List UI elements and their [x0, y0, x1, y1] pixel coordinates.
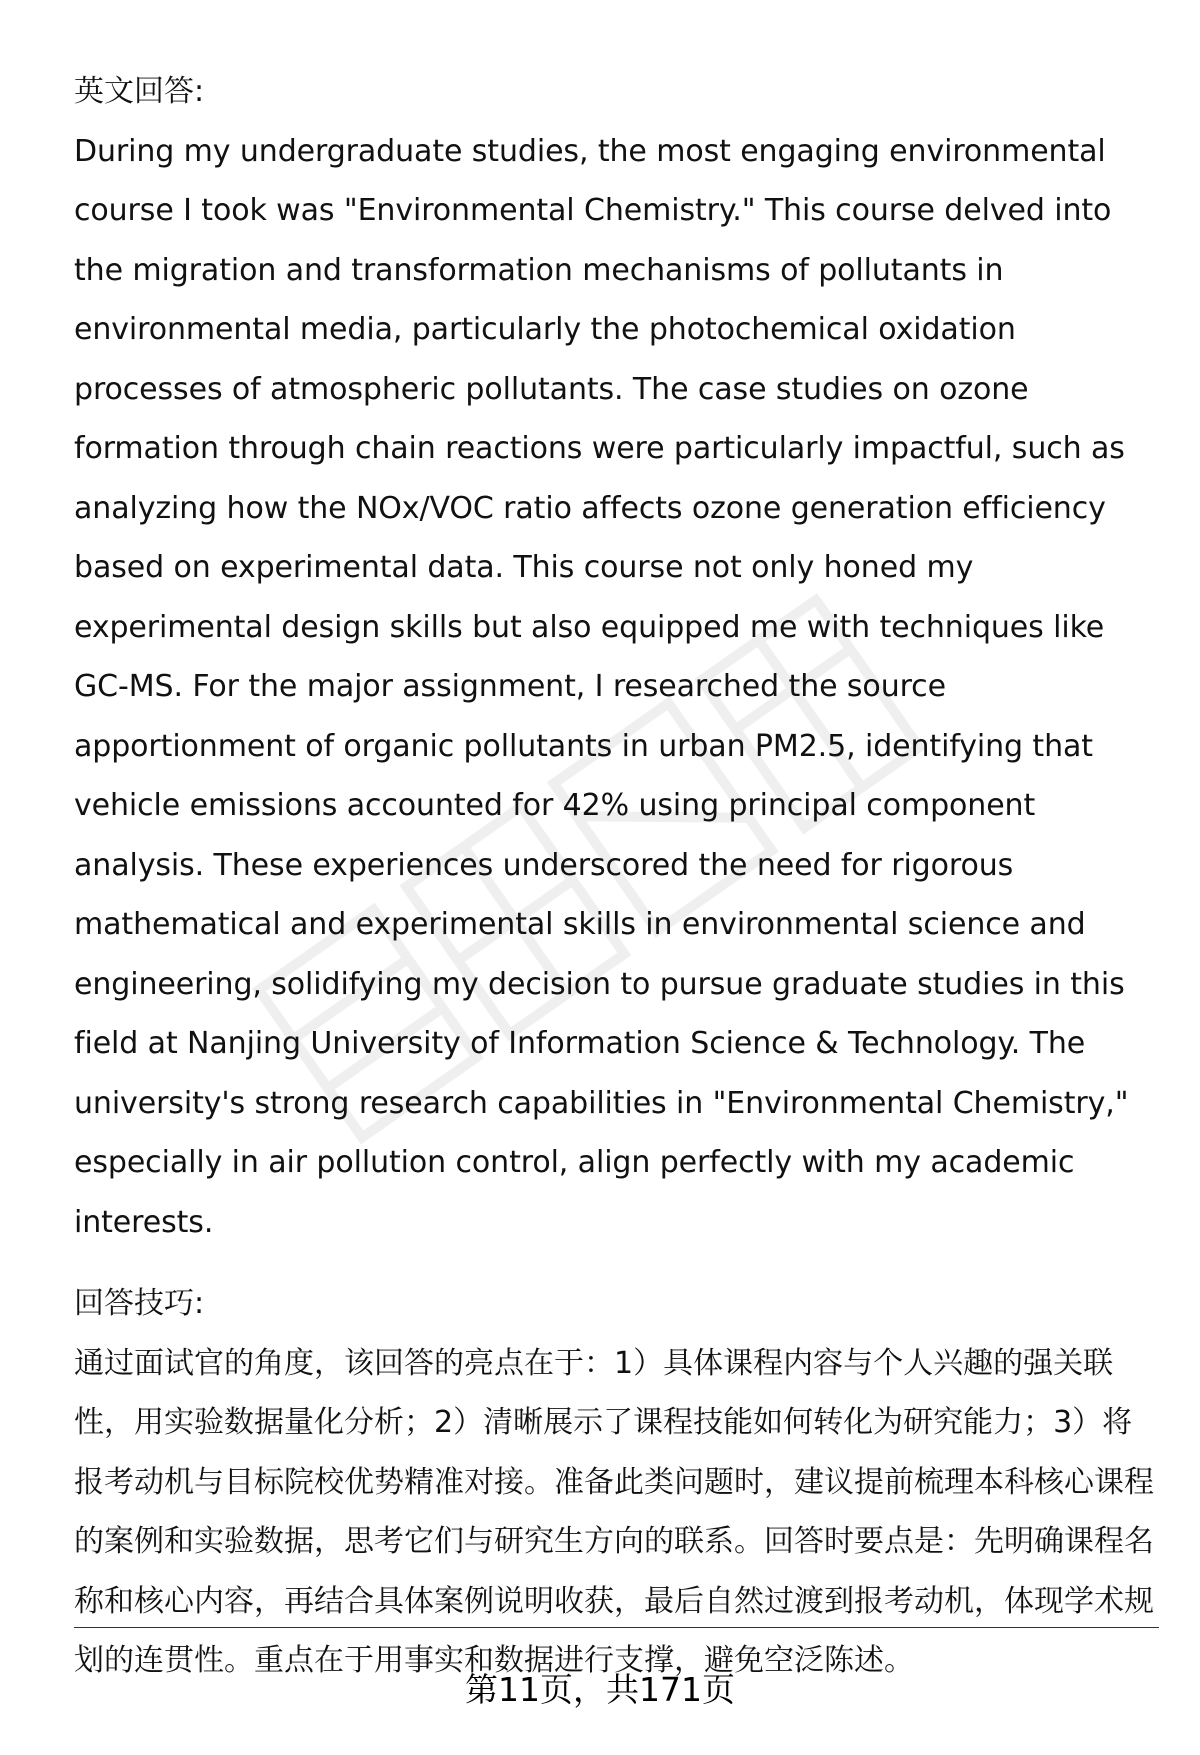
answer-label: 英文回答: — [74, 74, 205, 109]
page-number: 第11页，共171页 — [465, 1670, 735, 1709]
tips-label: 回答技巧: — [74, 1286, 205, 1321]
footer-divider — [74, 1627, 1159, 1628]
document-page — [74, 62, 1159, 1691]
tips-text: 通过面试官的角度，该回答的亮点在于：1）具体课程内容与个人兴趣的强关联性，用实验数据量化分析；2）清晰展示了课程技能如何转化为研究能力；3）将报考动机与目标院校优势精准对接。准备此类问题时，建议提前梳理本科核心课程的案例和实验数据，思考它们与研究生方向的联系。回答时要点是：先明确课程名称和核心内容，再结合具体案例说明收获，最后自然过渡到报考动机，体现学术规划的连贯性。重点在于用事实和数据进行支撑，避免空泛陈述。 — [74, 1345, 1154, 1678]
answer-text: During my undergraduate studies, the most engaging environmental course I took was "Environmental Chemistry." This course delved into the migration and transformation mechanisms of pollutants in environmental media, particularly the photochemical oxidation processes of atmospheric pollutants. The case studies on ozone formation through chain reactions were particularly impactful, such as analyzing how the NOx/VOC ratio affects ozone generation efficiency based on experimental data. This course not only honed my experimental design skills but also equipped me with techniques like GC-MS. For the major assignment, I researched the source apportionment of organic pollutants in urban PM2.5, identifying that vehicle emissions accounted for 42% using principal component analysis. These experiences underscored the need for rigorous mathematical and experimental skills in environmental science and engineering, solidifying my decision to pursue graduate studies in this field at Nanjing University of Information Science & Technology. The university's strong research capabilities in "Environmental Chemistry," especially in air pollution control, align perfectly with my academic interests. — [74, 133, 1129, 1240]
